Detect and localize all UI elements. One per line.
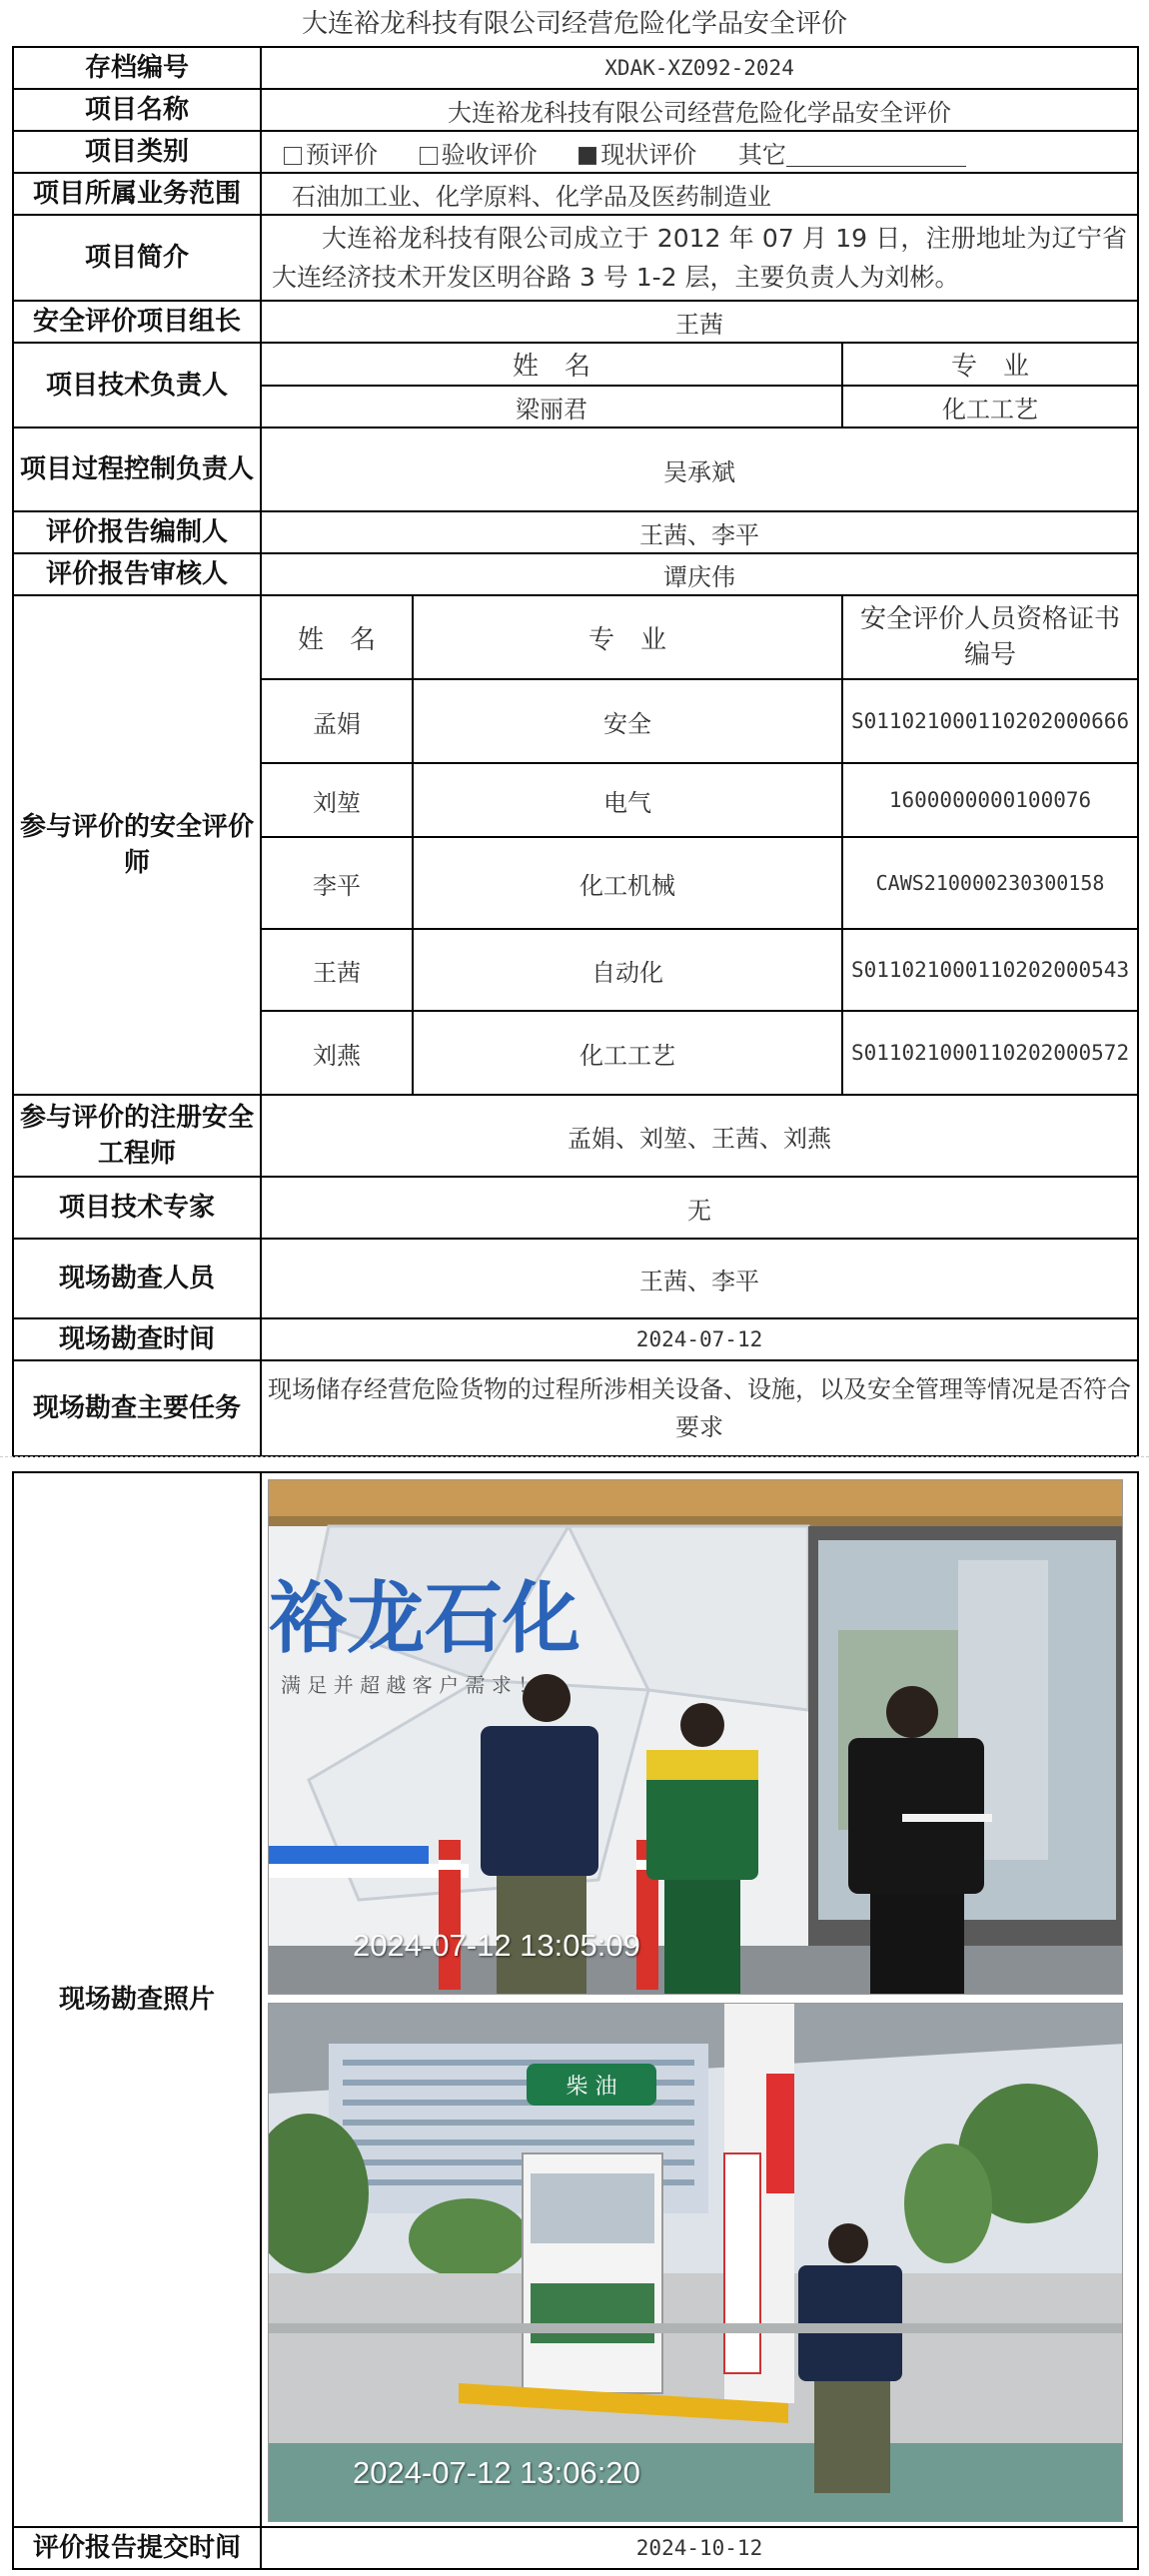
row-site-date xyxy=(13,1318,1138,1360)
tech-lead-major: 化工工艺 xyxy=(842,386,1138,428)
tech-expert-value: 无 xyxy=(261,1177,1138,1239)
row-tech-lead-header xyxy=(13,343,1138,386)
site-photo-2 xyxy=(268,2003,1123,2522)
process-control-value: 吴承斌 xyxy=(261,428,1138,511)
assessor-cert: S011021000110202000543 xyxy=(842,929,1138,1011)
summary-value: 大连裕龙科技有限公司成立于 2012 年 07 月 19 日，注册地址为辽宁省大连经济技术开发区明谷路 3 号 1-2 层，主要负责人为刘彬。 xyxy=(261,215,1138,301)
project-name-label: 项目名称 xyxy=(13,89,261,131)
site-staff-value: 王茜、李平 xyxy=(261,1239,1138,1318)
project-name-value: 大连裕龙科技有限公司经营危险化学品安全评价 xyxy=(261,89,1138,131)
report-author-label: 评价报告编制人 xyxy=(13,511,261,553)
business-scope-label: 项目所属业务范围 xyxy=(13,173,261,215)
site-photo-2-image xyxy=(269,2004,1123,2522)
submit-date-value: 2024-10-12 xyxy=(261,2527,1138,2569)
site-photo-1 xyxy=(268,1479,1123,1995)
assessor-major: 化工机械 xyxy=(413,837,842,929)
process-control-label: 项目过程控制负责人 xyxy=(13,428,261,511)
document-title: 大连裕龙科技有限公司经营危险化学品安全评价 xyxy=(301,9,847,39)
site-photo-1-image xyxy=(269,1480,1123,1995)
assessor-name: 孟娟 xyxy=(261,679,413,763)
photo-2-timestamp: 2024-07-12 13:06:20 xyxy=(353,2455,640,2490)
site-photos-label: 现场勘查照片 xyxy=(13,1472,261,2527)
site-date-label: 现场勘查时间 xyxy=(13,1318,261,1360)
assessors-name-header: 姓 名 xyxy=(261,595,413,679)
row-site-staff xyxy=(13,1239,1138,1318)
row-registered-engineers xyxy=(13,1095,1138,1177)
business-scope-value: 石油加工业、化学原料、化学品及医药制造业 xyxy=(261,173,1138,215)
assessor-name: 李平 xyxy=(261,837,413,929)
report-reviewer-value: 谭庆伟 xyxy=(261,553,1138,595)
report-reviewer-label: 评价报告审核人 xyxy=(13,553,261,595)
assessor-cert: S011021000110202000666 xyxy=(842,679,1138,763)
team-leader-value: 王茜 xyxy=(261,301,1138,343)
row-summary xyxy=(13,215,1138,301)
assessor-cert: S011021000110202000572 xyxy=(842,1011,1138,1095)
row-site-task xyxy=(13,1360,1138,1456)
row-process-control xyxy=(13,428,1138,511)
assessor-major: 电气 xyxy=(413,763,842,837)
tech-lead-label: 项目技术负责人 xyxy=(13,343,261,428)
photo1-slogan-text: 满 足 并 超 越 客 户 需 求 ！ xyxy=(281,1673,539,1697)
checkbox-checked-icon xyxy=(578,147,596,165)
team-leader-label: 安全评价项目组长 xyxy=(13,301,261,343)
project-type-options xyxy=(261,131,1138,173)
report-author-value: 王茜、李平 xyxy=(261,511,1138,553)
registered-engineers-label: 参与评价的注册安全工程师 xyxy=(13,1095,261,1177)
row-business-scope xyxy=(13,173,1138,215)
site-staff-label: 现场勘查人员 xyxy=(13,1239,261,1318)
assessor-name: 王茜 xyxy=(261,929,413,1011)
assessors-label: 参与评价的安全评价师 xyxy=(13,595,261,1095)
assessors-cert-header: 安全评价人员资格证书编号 xyxy=(842,595,1138,679)
archive-no-value: XDAK-XZ092-2024 xyxy=(261,47,1138,89)
option-status-evaluation: 现状评价 xyxy=(578,141,696,169)
checkbox-icon xyxy=(284,147,302,165)
row-assessors-header xyxy=(13,595,1138,679)
photo2-sign-text: 柴 油 xyxy=(566,2075,617,2100)
assessors-major-header: 专 业 xyxy=(413,595,842,679)
option-pre-evaluation: 预评价 xyxy=(284,141,378,169)
row-project-type xyxy=(13,131,1138,173)
row-submit-date xyxy=(13,2527,1138,2569)
photo-1-timestamp: 2024-07-12 13:05:09 xyxy=(353,1928,640,1963)
page-break xyxy=(0,1456,1149,1458)
submit-date-label: 评价报告提交时间 xyxy=(13,2527,261,2569)
assessor-name: 刘燕 xyxy=(261,1011,413,1095)
row-report-reviewer xyxy=(13,553,1138,595)
archive-no-label: 存档编号 xyxy=(13,47,261,89)
evaluation-info-table xyxy=(12,46,1139,1457)
tech-expert-label: 项目技术专家 xyxy=(13,1177,261,1239)
row-archive-no xyxy=(13,47,1138,89)
tech-lead-name-header: 姓 名 xyxy=(261,343,842,386)
site-photos-cell xyxy=(261,1472,1138,2527)
assessor-major: 安全 xyxy=(413,679,842,763)
photo1-sign-text: 裕龙石化 xyxy=(269,1573,581,1664)
site-photos-table xyxy=(12,1471,1139,2570)
option-acceptance-evaluation: 验收评价 xyxy=(420,141,538,169)
assessor-cert: CAWS210000230300158 xyxy=(842,837,1138,929)
assessor-major: 化工工艺 xyxy=(413,1011,842,1095)
site-task-value: 现场储存经营危险货物的过程所涉相关设备、设施，以及安全管理等情况是否符合要求 xyxy=(261,1360,1138,1456)
project-type-label: 项目类别 xyxy=(13,131,261,173)
tech-lead-name: 梁丽君 xyxy=(261,386,842,428)
registered-engineers-value: 孟娟、刘堃、王茜、刘燕 xyxy=(261,1095,1138,1177)
site-task-label: 现场勘查主要任务 xyxy=(13,1360,261,1456)
tech-lead-major-header: 专 业 xyxy=(842,343,1138,386)
summary-label: 项目简介 xyxy=(13,215,261,301)
row-report-author xyxy=(13,511,1138,553)
blank-underline xyxy=(786,166,966,167)
checkbox-icon xyxy=(420,147,438,165)
row-team-leader xyxy=(13,301,1138,343)
assessor-name: 刘堃 xyxy=(261,763,413,837)
site-date-value: 2024-07-12 xyxy=(261,1318,1138,1360)
assessor-cert: 1600000000100076 xyxy=(842,763,1138,837)
row-tech-expert xyxy=(13,1177,1138,1239)
option-other: 其它 xyxy=(738,141,966,169)
row-project-name xyxy=(13,89,1138,131)
assessor-major: 自动化 xyxy=(413,929,842,1011)
row-site-photos xyxy=(13,1472,1138,2527)
